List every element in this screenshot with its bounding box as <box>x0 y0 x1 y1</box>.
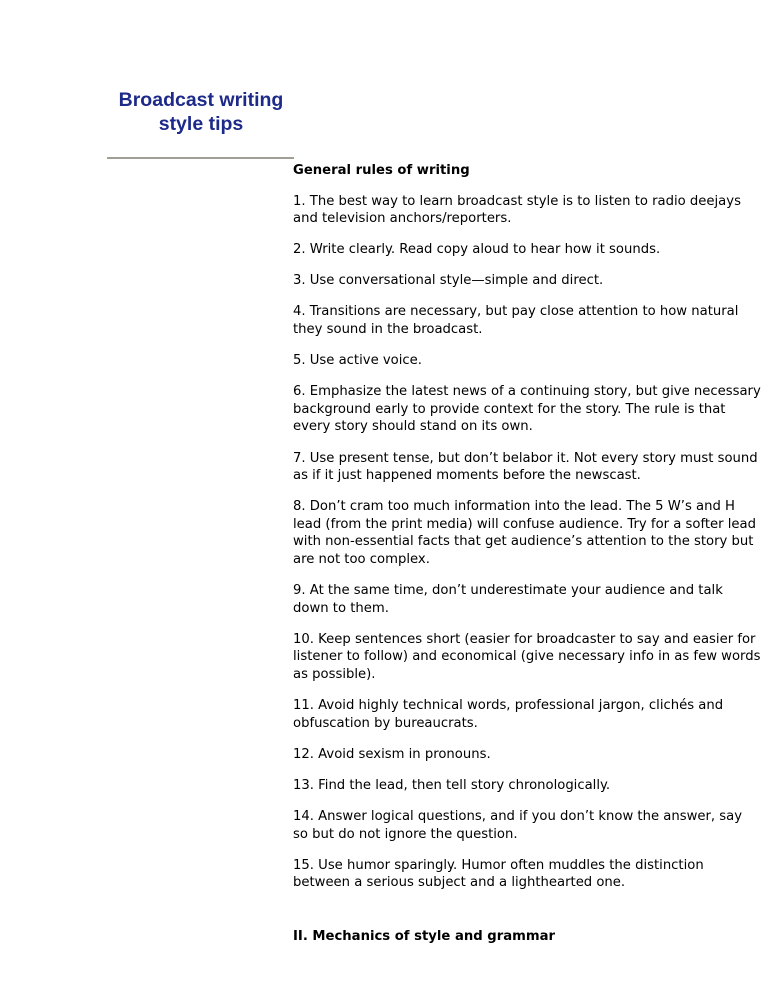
rule-item-1: 1. The best way to learn broadcast style is to listen to radio deejays and television anchors/reporters. <box>293 193 741 227</box>
document-body <box>293 162 761 958</box>
rule-item-3: 3. Use conversational style—simple and direct. <box>293 273 604 289</box>
rule-item-15: 15. Use humor sparingly. Humor often muddles the distinction between a serious subject and a lighthearted one. <box>293 857 704 891</box>
rule-item-6: 6. Emphasize the latest news of a continuing story, but give necessary background early to provide context for the story. The rule is that every story should stand on its own. <box>293 384 761 435</box>
document-title: Broadcast writing style tips <box>118 89 284 135</box>
rule-item-4: 4. Transitions are necessary, but pay close attention to how natural they sound in the broadcast. <box>293 304 739 338</box>
rule-item-8: 8. Don’t cram too much information into the lead. The 5 W’s and H lead (from the print media) will confuse audience. Try for a softer lead with non-essential facts that get audience’s attention to the story but are not too complex. <box>293 499 756 567</box>
rule-item-14: 14. Answer logical questions, and if you don’t know the answer, say so but do not ignore the question. <box>293 808 743 842</box>
rule-item-11: 11. Avoid highly technical words, professional jargon, clichés and obfuscation by bureaucrats. <box>293 698 724 731</box>
rule-item-2: 2. Write clearly. Read copy aloud to hear how it sounds. <box>293 242 661 258</box>
rule-item-12: 12. Avoid sexism in pronouns. <box>293 746 491 762</box>
rule-item-9: 9. At the same time, don’t underestimate your audience and talk down to them. <box>293 583 723 616</box>
title-divider <box>107 157 294 159</box>
rule-item-7: 7. Use present tense, but don’t belabor it. Not every story must sound as if it just happened moments before the newscast. <box>293 450 758 484</box>
rule-item-13: 13. Find the lead, then tell story chronologically. <box>293 777 611 793</box>
section-heading-mechanics: II. Mechanics of style and grammar <box>293 928 555 944</box>
section-heading-general-rules: General rules of writing <box>293 163 470 178</box>
rule-item-10: 10. Keep sentences short (easier for broadcaster to say and easier for listener to follow) and economical (give necessary info in as few words as possible). <box>293 631 761 682</box>
rule-item-5: 5. Use active voice. <box>293 353 422 369</box>
